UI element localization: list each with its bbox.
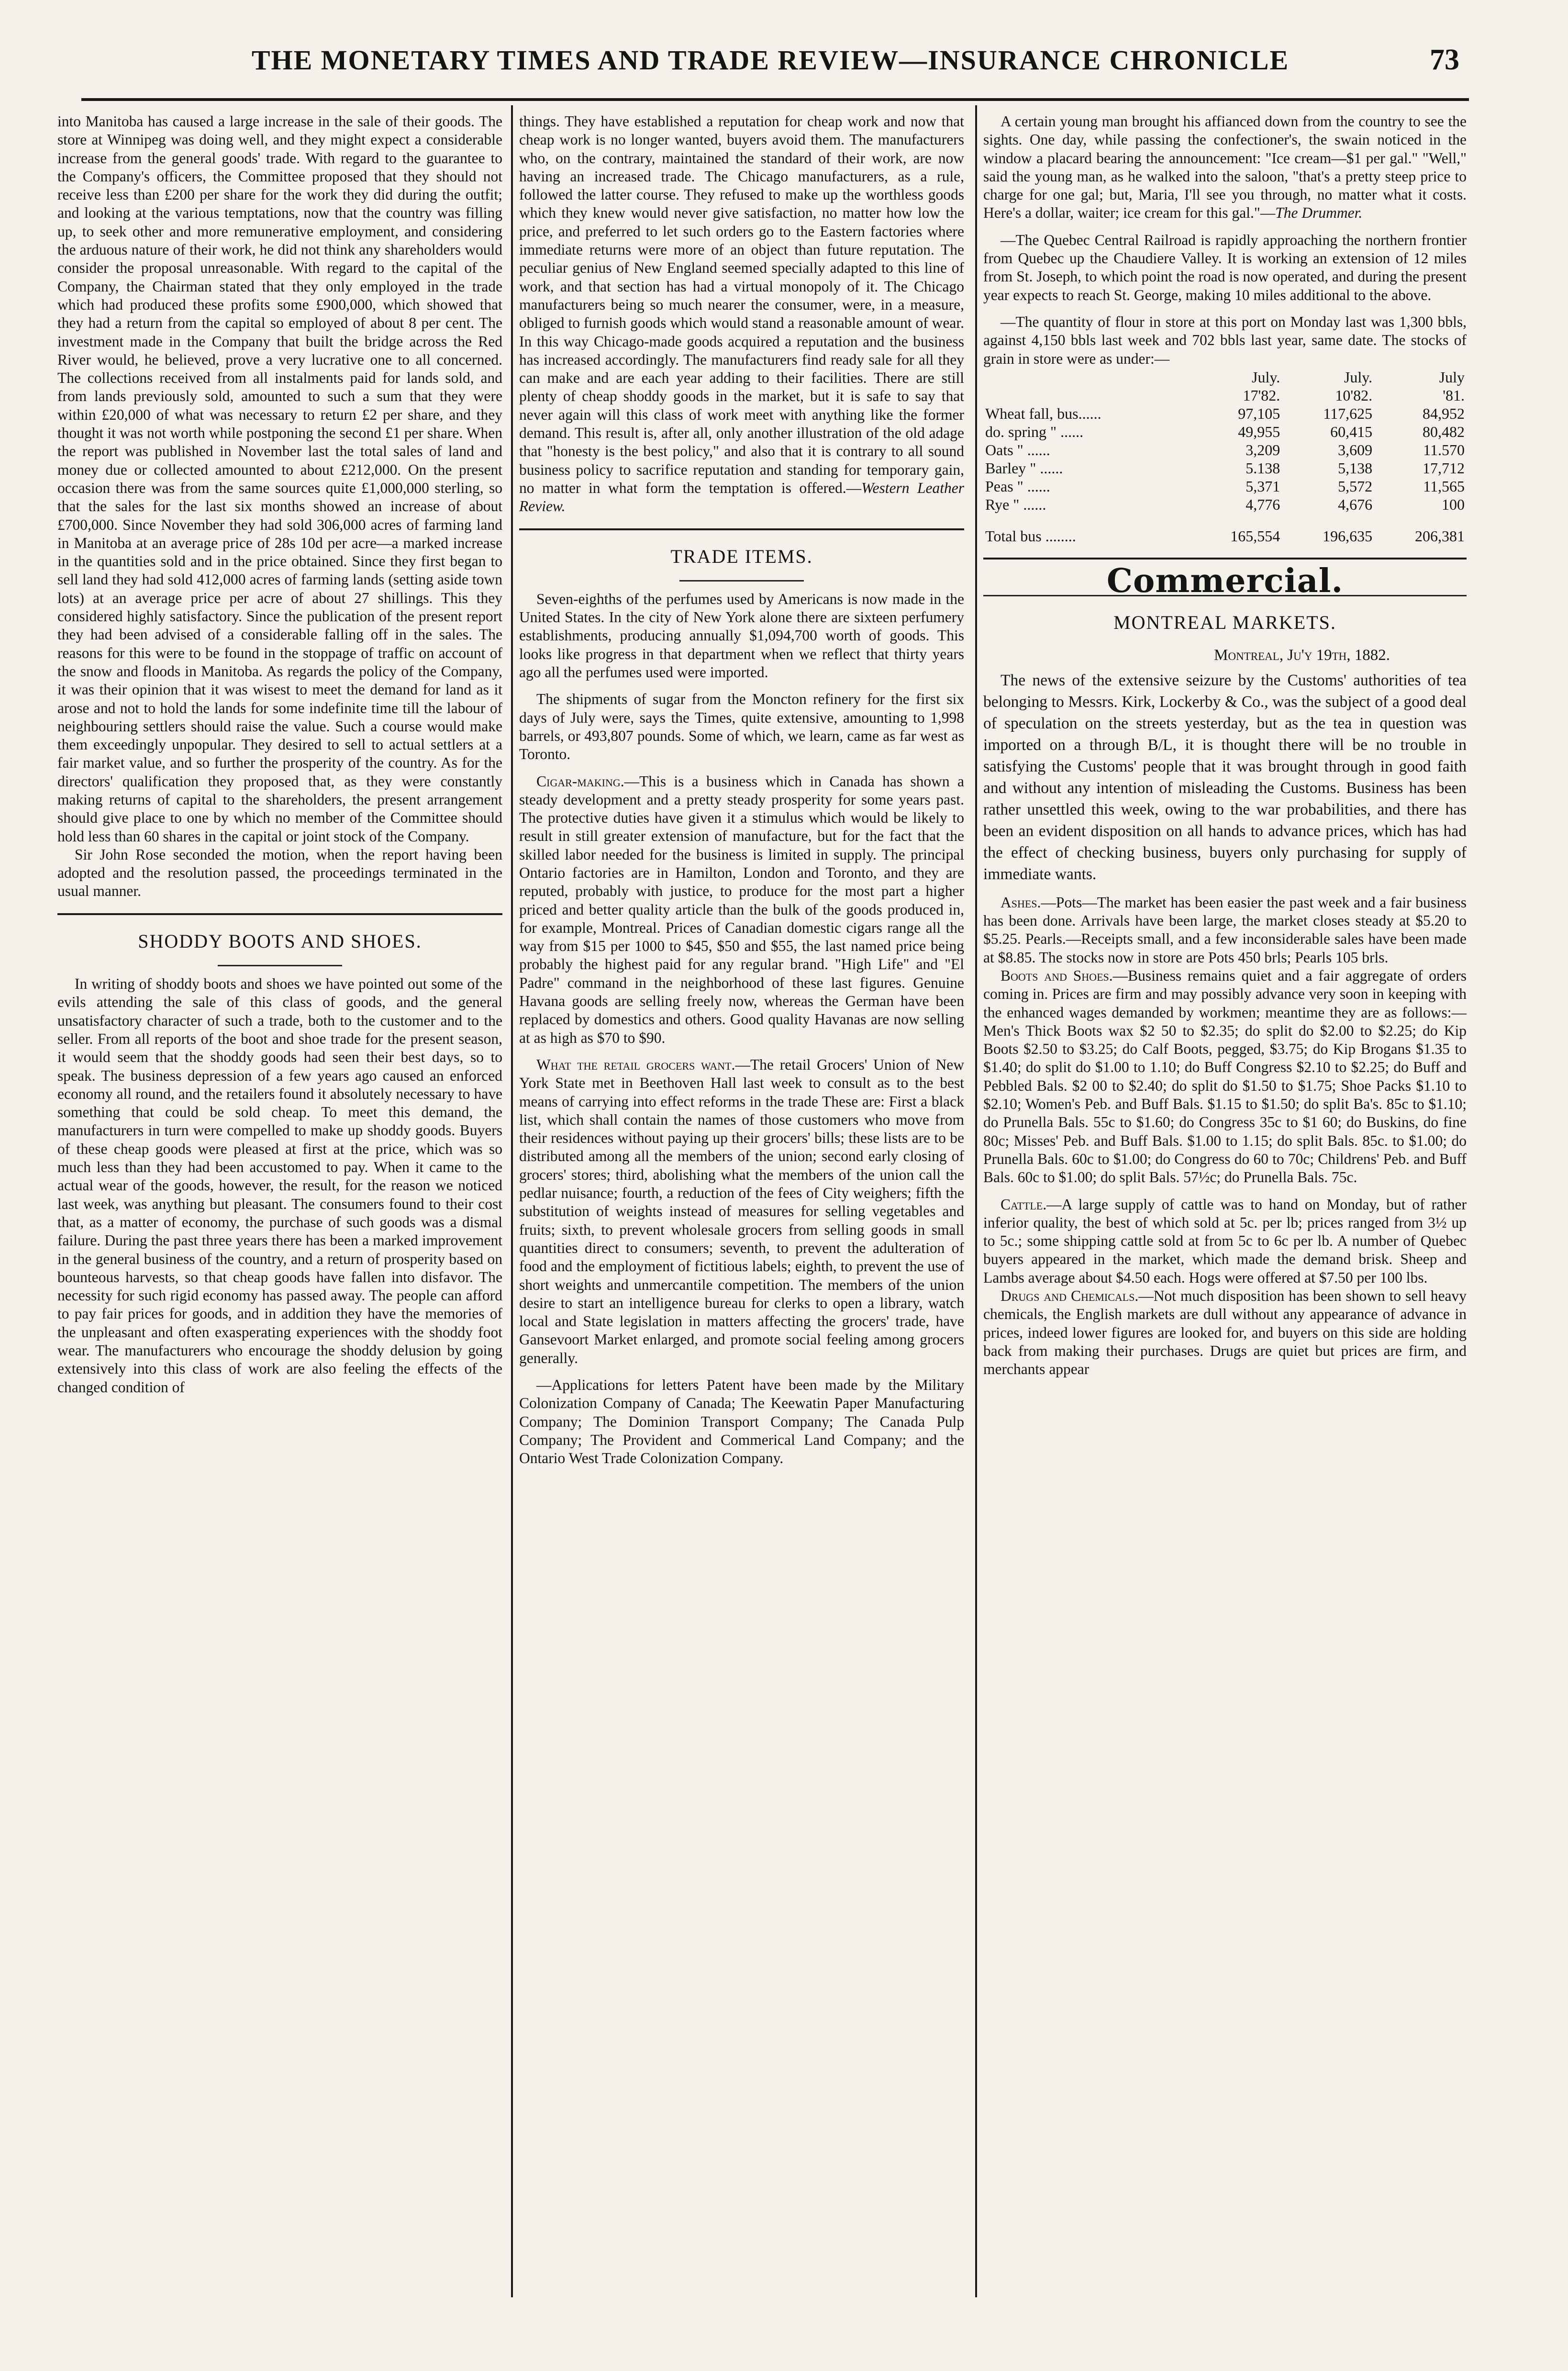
boots-shoes-report: Boots and Shoes.—Business remains quiet and a fair aggregate of orders coming in. Prices are firm and may possibly advance very soon in keeping with the enhanced wages demanded by workmen; meantime they are as follows:— Men's Thick Boots wax $2 50 to $2.35; do split do $2.00 to $2.25; do Kip Boots $2.50 to $3.25; do Calf Boots, pegged, $3.75; do Kip Brogans $1.35 to $1.40; do split do $1.00 to 1.10; do Buff Congress $2.10 to $2.25; do Buff and Pebbled Bals. $2 00 to $2.40; do split do $1.50 to $1.75; Shoe Packs $1.10 to $2.10; Women's Peb. and Buff Bals. $1.15 to $1.50; do split Ba's. 85c to $1.10; do Prunella Bals. 55c to $1.60; do Congress 35c to $1 60; do Buskins, do fine 80c; Misses' Peb. and Buff Bals. $1.00 to 1.15; do split Bals. 85c. to $1.00; do Prunella Bals. 60c to $1.00; do Congress do 60 to 70c; Childrens' Peb. and Buff Bals. 60c to $1.00; do split Bals. 57½c; do Prunella Bals. 75c.: [983, 967, 1467, 1186]
column-1: [57, 112, 502, 2304]
table-row: Oats " ...... 3,209 3,609 11.570: [985, 441, 1465, 459]
section-rule: [519, 528, 964, 530]
drugs-chemicals-report: Drugs and Chemicals.—Not much disposition has been shown to sell heavy chemicals, the English markets are dull without any appearance of advance in prices, indeed lower figures are looked for, and buyers on this side are holding back from making their purchases. Drugs are quiet but prices are firm, and merchants appear: [983, 1287, 1467, 1378]
cattle-report: Cattle.—A large supply of cattle was to hand on Monday, but of rather inferior quality, the best of which sold at 5c. per lb; prices ranged from 3½ up to 5c.; some shipping cattle sold at from 5c to 6c per lb. A number of Quebec buyers appeared in the market, which made the demand brisk. Sheep and Lambs average about $4.50 each. Hogs were offered at $7.50 per 100 lbs.: [983, 1196, 1467, 1286]
column-rule-2: [975, 105, 977, 2297]
column-rule-1: [511, 105, 513, 2297]
table-row: Wheat fall, bus...... 97,105 117,625 84,952: [985, 404, 1465, 422]
section-rule: [57, 913, 502, 915]
column-2: [519, 112, 964, 2304]
retail-grocers-item: What the retail grocers want.—The retail Grocers' Union of New York State met in Beethoven Hall last week to consult as to the best means of carrying into effect reforms in the trade These are: First a black list, which shall contain the names of those customers who move from their residences without paying up their grocers' bills; these lists are to be distributed among all the members of the union; second early closing of grocers' stores; third, abolishing what the members of the union call the pedlar nuisance; fourth, a reduction of the fees of City weighers; fifth the substitution of weights instead of measures for selling vegetables and fruits; sixth, to prevent wholesale grocers from selling goods in small quantities direct to consumers; seventh, to prevent the adulteration of food and the employment of fictitious labels; eighth, to prevent the use of short weights and unmercantile competition. The members of the union desire to start an intelligence bureau for clerks to open a library, watch local and State legislation in matters affecting the grocers' trade, have Gansevoort Market enlarged, and promote social feeling among grocers generally.: [519, 1056, 964, 1366]
table-row: Barley " ...... 5.138 5,138 17,712: [985, 459, 1465, 477]
montreal-markets-heading: MONTREAL MARKETS.: [1113, 612, 1336, 634]
trade-items-heading: TRADE ITEMS.: [670, 545, 813, 567]
header-rule: [81, 98, 1469, 101]
heading-underline: [679, 580, 804, 582]
grain-stock-table: [983, 368, 1467, 545]
section-rule: [983, 558, 1467, 559]
table-row: Peas " ...... 5,371 5,572 11,565: [985, 477, 1465, 495]
sir-john-rose-paragraph: Sir John Rose seconded the motion, when the report having been adopted and the resolution passed, the proceedings terminated in the usual manner.: [57, 846, 502, 900]
source-credit: Western Leather Review.: [519, 479, 964, 515]
commercial-heading: Commercial.: [1106, 561, 1344, 600]
source-credit: The Drummer.: [1275, 204, 1363, 222]
perfumes-item: Seven-eighths of the perfumes used by Americans is now made in the United States. In the city of New York alone there are sixteen perfumery establishments, producing annually $1,094,700 worth of goods. This looks like progress in that department when we reflect that thirty years ago all the perfumes used were imported.: [519, 590, 964, 681]
page-header: [81, 38, 1459, 91]
patent-applications-item: —Applications for letters Patent have been made by the Military Colonization Company of Canada; The Keewatin Paper Manufacturing Company; The Dominion Transport Company; The Canada Pulp Company; The Provident and Commerical Land Company; and the Ontario West Trade Colonization Company.: [519, 1376, 964, 1467]
grain-total-row: Total bus ........ 165,554 196,635 206,381: [985, 527, 1465, 545]
column-3: [983, 112, 1467, 2304]
table-row: do. spring " ...... 49,955 60,415 80,482: [985, 423, 1465, 440]
quebec-railroad-item: —The Quebec Central Railroad is rapidly approaching the northern frontier from Quebec up the Chaudiere Valley. It is working an extension of 12 miles from St. Joseph, to which point the road is now operated, and during the present year expects to reach St. George, making 10 miles additional to the above.: [983, 231, 1467, 303]
page-number: 73: [1430, 44, 1459, 76]
masthead-title: THE MONETARY TIMES AND TRADE REVIEW—INSURANCE CHRONICLE: [251, 45, 1290, 76]
grain-table-header: July. July. July: [1252, 368, 1465, 386]
montreal-markets-intro: The news of the extensive seizure by the Customs' authorities of tea belonging to Messrs. Kirk, Lockerby & Co., was the subject of a good deal of speculation on the streets yesterday, but as the tea in question was imported on a through B/L, it is thought there will be no trouble in satisfying the Customs' people that it was brought through in good faith and without any intention of misleading the Customs. Business has been rather unsettled this week, owing to the war probabilities, and there has been an evident disposition on all hands to advance prices, which has had the effect of checking business, buyers only purchasing for supply of immediate wants.: [983, 671, 1467, 883]
dateline: Montreal, Ju'y 19th, 1882.: [1214, 647, 1390, 664]
hudson-bay-report-continued: into Manitoba has caused a large increase in the sale of their goods. The store at Winnipeg was doing well, and they might expect a considerable increase from the general goods' trade. With regard to the guarantee to the Company's officers, the Committee proposed that they should not receive less than £200 per share for the work they did during the outfit; and looking at the various temptations, now that the country was filling up, to seek other and more remunerative employment, and considering the arduous nature of their work, he did not think any shareholders would consider the proposal unreasonable. With regard to the capital of the Company, the Chairman stated that they only employed in the trade which had produced these profits some £900,000, which showed that they had a return from the capital so employed of about 8 per cent. The investment made in the Company that built the bridge across the Red River would, he believed, prove a very lucrative one to all concerned. The collections received from all instalments paid for lands sold, and from lands previously sold, amounted to such a sum that they were within £20,000 of what was necessary to return £2 per share, and they thought it was not worth while postponing the second £1 per share. When the report was published in November last the total sales of land and money due or collected amounted to about £212,000. On the present occasion there was from the same sources quite £1,000,000 sterling, so that the sales for the last six months showed an increase of about £700,000. Since November they had sold 306,000 acres of farming land in Manitoba at an average price of 28s 10d per acre—a marked increase in the quantities sold and in the price obtained. Since they first began to sell land they had sold 412,000 acres of farming lands (setting aside town lots) at an average price per acre of about 27 shillings. This they considered highly satisfactory. Since the publication of the present report they had been advised of a considerable falling off in the sales. The reasons for this were to be found in the stoppage of traffic on account of the snow and floods in Manitoba. As regards the policy of the Company, it was their opinion that it was wisest to meet the demand for land as it arose and not to hold the lands for some indefinite time till the labour of neighbouring settlers should raise the value. Such a course would make them exceedingly unpopular. They desired to sell to actual settlers at a fair market value, and so further the prosperity of the country. As for the directors' qualification they proposed that, as they were constantly making returns of capital to the shareholders, the present arrangement should give place to one by which no member of the Committee should hold less than 60 shares in the capital or joint stock of the Company.: [57, 113, 502, 845]
shoddy-boots-article: In writing of shoddy boots and shoes we have pointed out some of the evils attending the sale of this class of goods, and the general unsatisfactory character of such a trade, both to the customer and to the seller. From all reports of the boot and shoe trade for the present season, it would seem that the shoddy goods had seen their best days, so to speak. The business depression of a few years ago caused an enforced economy all round, and the retailers found it absolutely necessary to have something that could be sold cheap. To meet this demand, the manufacturers in turn were compelled to make up shoddy goods. Buyers of these cheap goods were pleased at first at the price, which was so much less than they had been accustomed to pay. When it came to the actual wear of the goods, however, the result, for the reason we noticed last week, was anything but pleasant. The consumers found to their cost that, as a matter of economy, the purchase of such goods was a dismal failure. During the past three years there has been a marked improvement in the general business of the country, and a return of prosperity based on bounteous harvests, so that cheap goods have fallen into disfavor. The necessity for such rigid economy has passed away. The people can afford to pay fair prices for goods, and in addition they have the memories of the unpleasant and often exasperating experiences with the shoddy foot wear. The manufacturers who encourage the shoddy delusion by going extensively into this class of work are also feeling the effects of the changed condition of: [57, 975, 502, 1396]
grain-table-header: 17'82. 10'82. '81.: [1243, 386, 1465, 404]
sugar-shipments-item: The shipments of sugar from the Moncton refinery for the first six days of July were, says the Times, quite extensive, amounting to 1,998 barrels, or 493,807 pounds. Some of which, we learn, came as far west as Toronto.: [519, 691, 964, 763]
cigar-making-item: Cigar-making.—This is a business which in Canada has shown a steady development and a pretty steady prosperity for some years past. The protective duties have given it a stimulus which would be likely to result in still greater extension of manufacture, but for the fact that the skilled labor needed for the business is limited in supply. The principal Ontario factories are in Hamilton, London and Toronto, and they are reputed, probably with justice, to produce for the most part a higher priced and better quality article than the bulk of the goods produced in, for example, Montreal. Prices of Canadian domestic cigars range all the way from $15 per 1000 to $45, $50 and $55, the last named price being probably the highest paid for any regular brand. "High Life" and "El Padre" command in the neighborhood of these last figures. Genuine Havana goods are selling freely now, whereas the German have been replaced by domestics and others. Good quality Havanas are now selling at as high as $70 to $90.: [519, 772, 964, 1046]
heading-underline: [218, 965, 342, 966]
shoddy-boots-continued: things. They have established a reputation for cheap work and now that cheap work is no longer wanted, buyers avoid them. The manufacturers who, on the contrary, maintained the standard of their work, are now having an increased trade. The Chicago manufacturers, as a rule, followed the latter course. They refused to make up the worthless goods which they knew would never give satisfaction, no matter how low the price, and preferred to let such orders go to the Eastern factories where immediate returns were more of an object than future reputation. The peculiar genius of New England seemed specially adapted to this line of work, and that section has had a virtual monopoly of it. The Chicago manufacturers being so much nearer the consumer, were, in a measure, obliged to furnish goods which would stand a reasonable amount of wear. In this way Chicago-made goods acquired a reputation and the business has increased accordingly. The manufacturers find ready sale for all they can make and are each year adding to their facilities. There are still plenty of cheap shoddy goods in the market, but it is safe to say that never again will this class of work meet with anything like the former demand. This result is, after all, only another illustration of the old adage that "honesty is the best policy," and also that it is contrary to all sound business policy to sacrifice reputation and standing for temporary gain, no matter in what form the temptation is offered.—Western Leather Review.: [519, 113, 964, 515]
table-row: Rye " ...... 4,776 4,676 100: [985, 495, 1465, 513]
shoddy-boots-heading: SHODDY BOOTS AND SHOES.: [138, 930, 422, 952]
ashes-report: Ashes.—Pots—The market has been easier the past week and a fair business has been done. Arrivals have been large, the market closes steady at $5.20 to $5.25. Pearls.—Receipts small, and a few inconsiderable sales have been made at $8.85. The stocks now in store are Pots 450 brls; Pearls 105 brls.: [983, 894, 1467, 966]
ice-cream-anecdote: A certain young man brought his affianced down from the country to see the sights. One day, while passing the confectioner's, the swain noticed in the window a placard bearing the announcement: "Ice cream—$1 per gal." "Well," said the young man, as he walked into the saloon, "that's a pretty steep price to charge for one gal; but, Maria, I'll see you through, no matter what it costs. Here's a dollar, waiter; ice cream for this gal."—The Drummer.: [983, 113, 1467, 222]
flour-stock-item: —The quantity of flour in store at this port on Monday last was 1,300 bbls, against 4,150 bbls last week and 702 bbls last year, same date. The stocks of grain in store were as under:—: [983, 313, 1467, 367]
